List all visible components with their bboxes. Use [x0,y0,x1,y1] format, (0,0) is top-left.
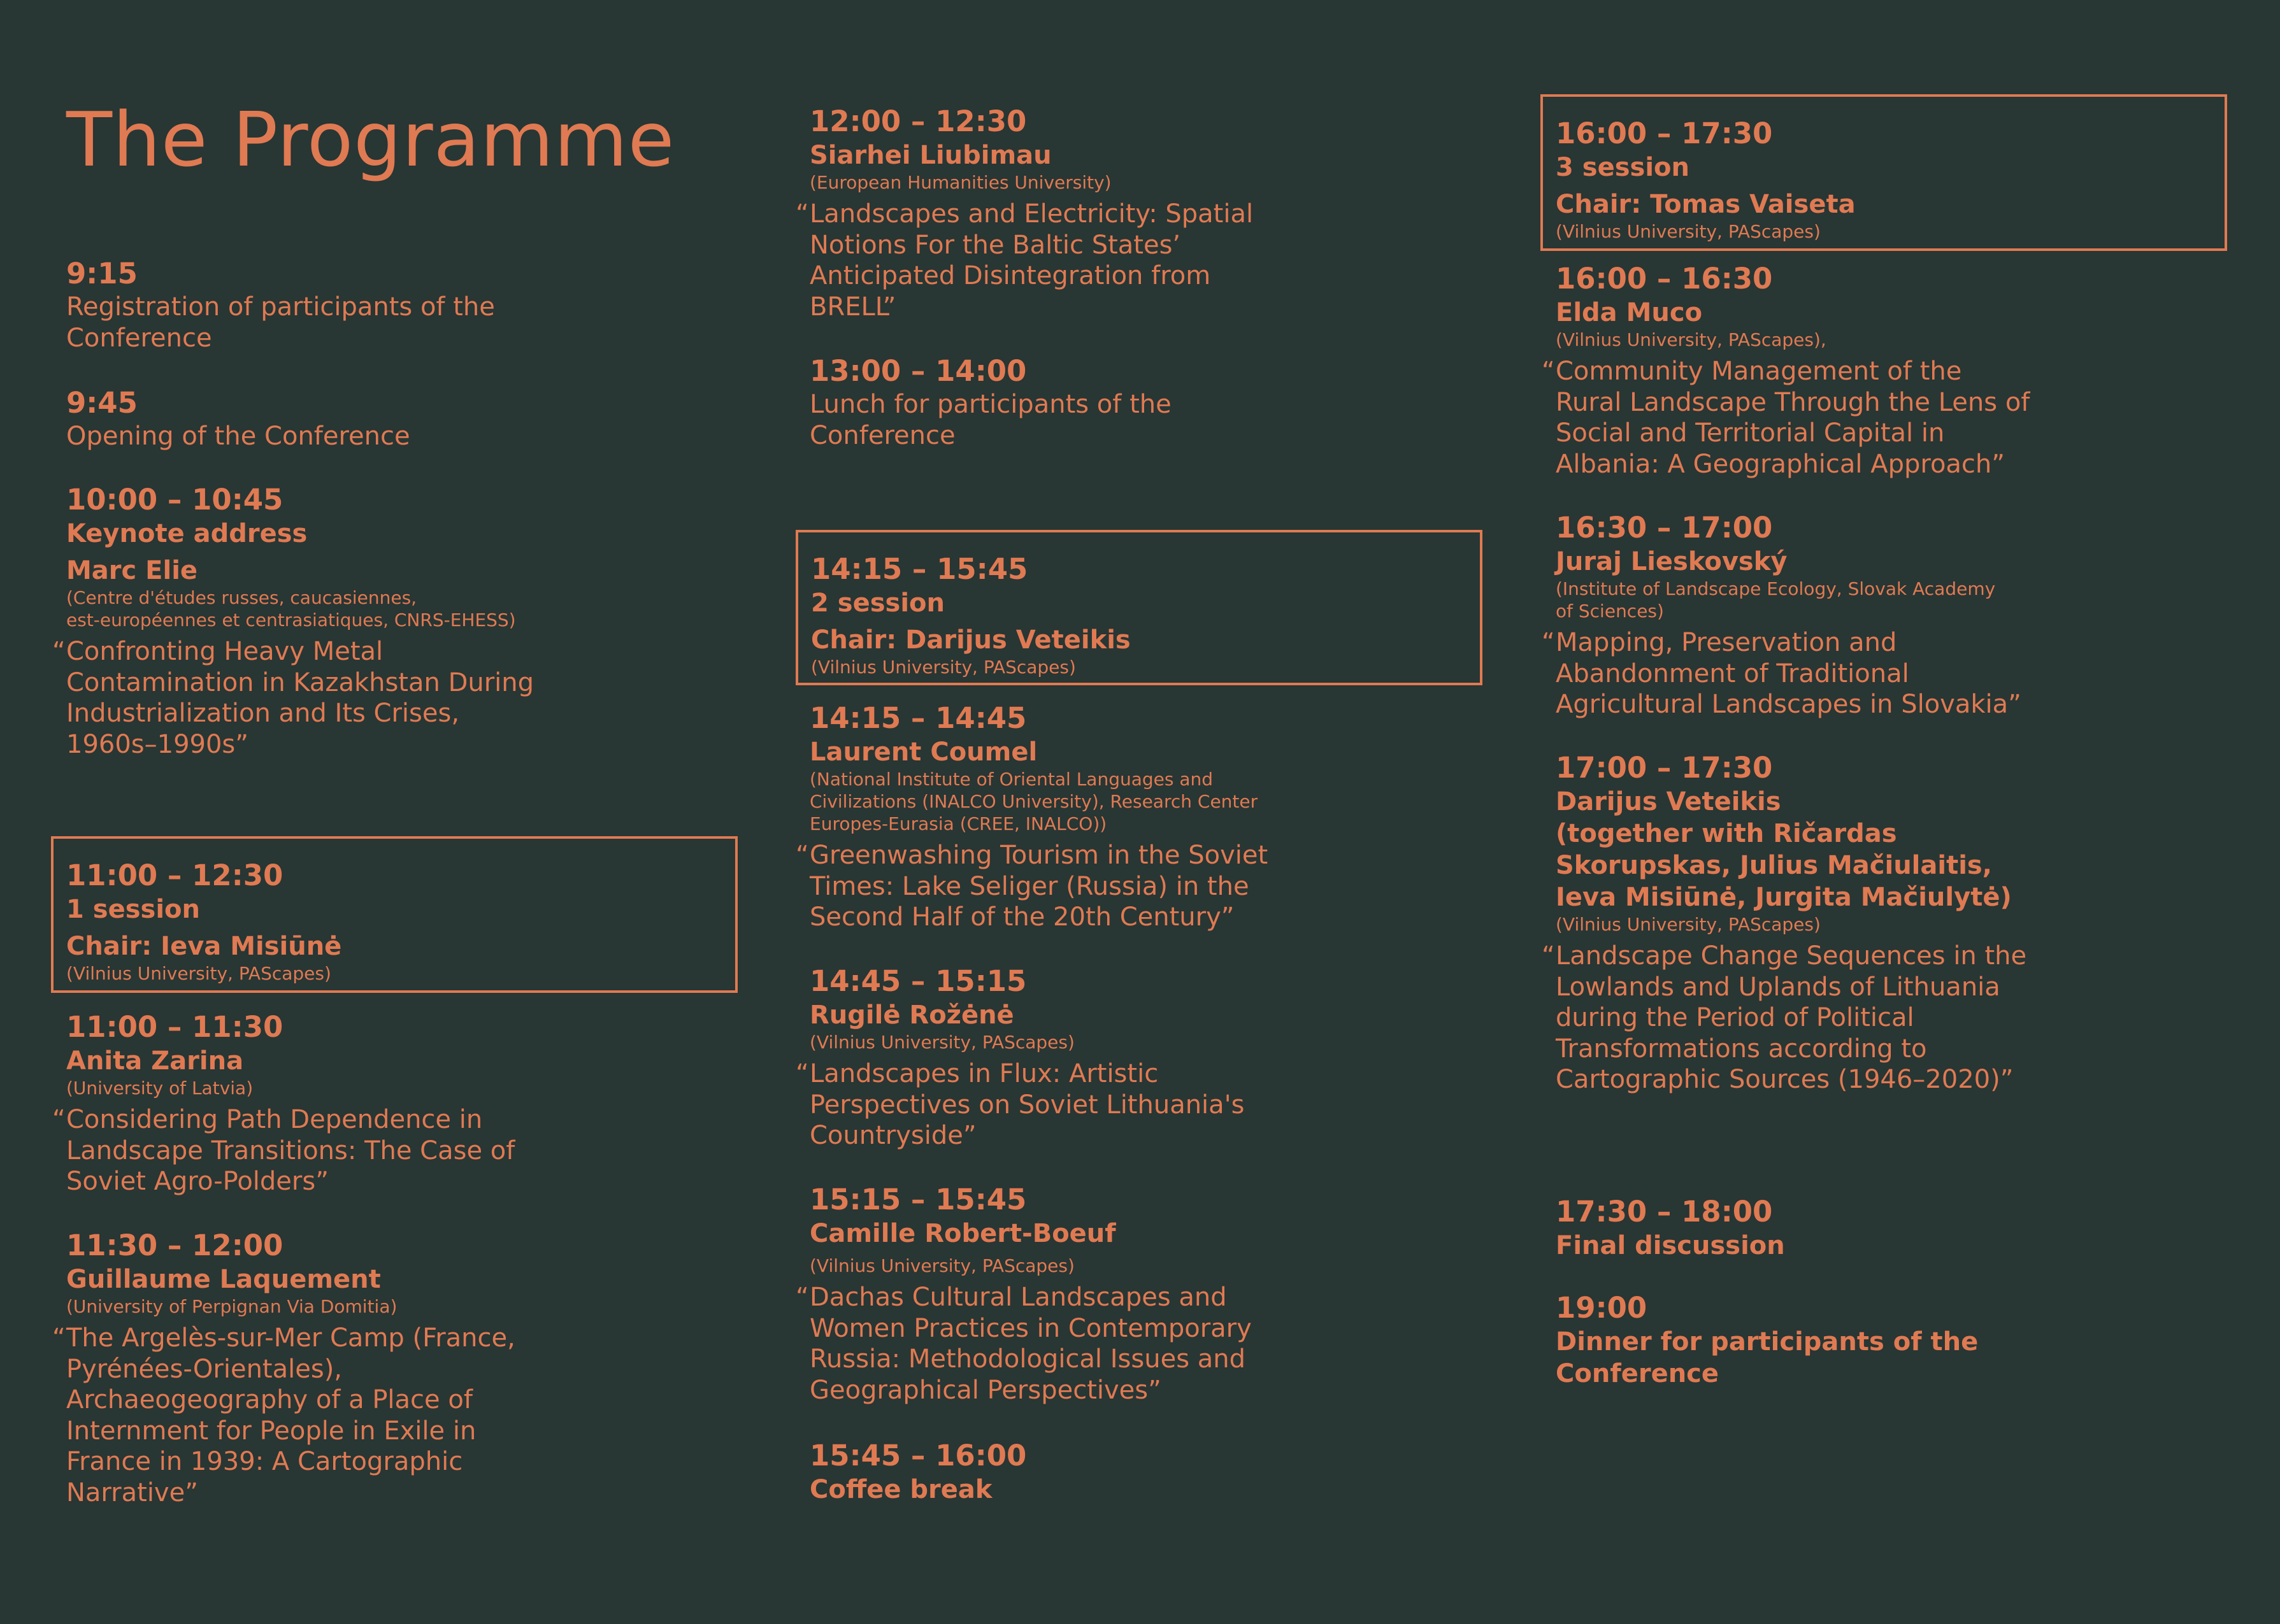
schedule-item-talk [52,1228,703,1508]
session-2-box [796,530,1482,685]
schedule-item-talk [1542,510,2193,720]
item-label: Coffee break [810,1475,993,1504]
speaker-affiliation: (Vilnius University, PAScapes) [810,1255,1075,1276]
schedule-item-talk [796,104,1447,322]
speaker-affiliation: Civilizations (INALCO University), Research Center [810,791,1258,812]
speaker-name: Juraj Lieskovský [1556,547,1788,576]
item-label: Dinner for participants of the [1556,1327,1979,1357]
schedule-item-talk [796,1182,1447,1406]
item-time: 17:00 – 17:30 [1556,751,1773,785]
schedule-item-talk [1542,750,2193,1095]
session-label: 1 session [66,895,200,924]
item-time: 14:45 – 15:15 [810,964,1027,998]
item-time: 13:00 – 14:00 [810,354,1027,388]
speaker-affiliation: (Vilnius University, PAScapes), [1556,329,1826,350]
session-time: 11:00 – 12:30 [66,858,283,892]
talk-title: “ Landscapes and Electricity: Spatial Notions For the Baltic States’ Anticipated Disintegration from BRELL” [796,199,1254,322]
speaker-affiliation: (Centre d'études russes, caucasiennes, [66,587,417,608]
item-description-line: Opening of the Conference [66,422,410,451]
talk-title: “ Greenwashing Tourism in the Soviet Times: Lake Seliger (Russia) in the Second Half of the 20th Century” [796,841,1268,932]
item-time: 19:00 [1556,1291,1647,1325]
schedule-item-talk [1542,261,2193,480]
item-description-line: Lunch for participants of the [810,390,1172,419]
talk-title: “ Confronting Heavy Metal Contamination in Kazakhstan During Industrialization and Its Crises, 1960s–1990s” [52,637,534,759]
speaker-name: Anita Zarina [66,1046,244,1076]
speaker-affiliation: est-européennes et centrasiatiques, CNRS-EHESS) [66,609,516,630]
item-label: Keynote address [66,519,308,548]
schedule-item-keynote [52,482,703,760]
schedule-item-final-discussion [1556,1194,2193,1262]
speaker-name: Camille Robert-Boeuf [810,1219,1116,1248]
speaker-affiliation: (National Institute of Oriental Languages and [810,769,1214,790]
schedule-item-talk [52,1009,703,1197]
item-time: 17:30 – 18:00 [1556,1195,1773,1229]
chair-affiliation: (Vilnius University, PAScapes) [1556,221,1821,242]
page-title: The Programme [66,96,675,183]
session-label: 2 session [811,588,945,618]
speaker-name: Siarhei Liubimau [810,141,1052,170]
session-time: 16:00 – 17:30 [1556,117,1773,150]
talk-title: “ Landscape Change Sequences in the Lowlands and Uplands of Lithuania during the Period of Political Transformations according to Cartographic Sources (1946–2020)” [1542,941,2027,1094]
speaker-name: Darijus Veteikis [1556,787,1781,816]
speaker-affiliation: (University of Latvia) [66,1078,254,1099]
item-time: 10:00 – 10:45 [66,483,283,516]
session-chair: Chair: Darijus Veteikis [811,625,1131,655]
speaker-affiliation: Europes-Eurasia (CREE, INALCO)) [810,813,1107,834]
schedule-item-opening [66,385,703,452]
speaker-coauthors: (together with Ričardas [1556,819,1897,848]
item-description-line: Conference [66,324,212,353]
speaker-coauthors: Skorupskas, Julius Mačiulaitis, [1556,851,1992,880]
session-label: 3 session [1556,153,1689,182]
item-time: 16:00 – 16:30 [1556,262,1773,296]
schedule-item-talk [796,964,1447,1151]
session-3-box [1540,94,2227,251]
item-description-line: Registration of participants of the [66,292,495,322]
schedule-item-dinner [1556,1290,2193,1390]
schedule-item-talk [796,701,1447,933]
speaker-name: Guillaume Laquement [66,1265,381,1294]
schedule-item-coffee-break [810,1438,1447,1506]
item-time: 16:30 – 17:00 [1556,511,1773,545]
speaker-affiliation: (European Humanities University) [810,172,1112,193]
speaker-affiliation: (Institute of Landscape Ecology, Slovak Academy [1556,578,1996,599]
item-time: 12:00 – 12:30 [810,104,1027,138]
talk-title: “ Dachas Cultural Landscapes and Women Practices in Contemporary Russia: Methodological Issues and Geographical Perspectives” [796,1283,1252,1405]
speaker-name: Laurent Coumel [810,737,1038,767]
item-label: Conference [1556,1359,1719,1388]
schedule-item-lunch [810,353,1447,452]
item-time: 9:15 [66,257,138,290]
speaker-affiliation: (Vilnius University, PAScapes) [810,1032,1075,1053]
speaker-name: Rugilė Rožėnė [810,1001,1014,1030]
talk-title: “ Landscapes in Flux: Artistic Perspectives on Soviet Lithuania's Countryside” [796,1059,1245,1150]
schedule-item-registration [66,256,703,354]
speaker-name: Elda Muco [1556,298,1703,327]
item-time: 15:45 – 16:00 [810,1439,1027,1472]
talk-title: “ Considering Path Dependence in Landscape Transitions: The Case of Soviet Agro-Polders” [52,1105,515,1196]
item-time: 15:15 – 15:45 [810,1183,1027,1216]
item-description-line: Conference [810,421,956,450]
talk-title: “ Mapping, Preservation and Abandonment of Traditional Agricultural Landscapes in Slovakia” [1542,628,2021,719]
speaker-affiliation: (Vilnius University, PAScapes) [1556,914,1821,935]
item-time: 11:00 – 11:30 [66,1010,283,1044]
item-time: 9:45 [66,386,138,420]
speaker-affiliation: of Sciences) [1556,601,1664,622]
session-1-box [51,836,738,993]
session-chair: Chair: Ieva Misiūnė [66,932,342,961]
speaker-affiliation: (University of Perpignan Via Domitia) [66,1296,398,1317]
session-chair: Chair: Tomas Vaiseta [1556,190,1856,219]
item-time: 14:15 – 14:45 [810,701,1027,735]
chair-affiliation: (Vilnius University, PAScapes) [66,963,331,984]
speaker-coauthors: Ieva Misiūnė, Jurgita Mačiulytė) [1556,883,2012,912]
item-label: Final discussion [1556,1231,1785,1260]
item-time: 11:30 – 12:00 [66,1229,283,1262]
talk-title: “ Community Management of the Rural Landscape Through the Lens of Social and Territorial Capital in Albania: A Geographical Approach” [1542,357,2030,479]
speaker-name: Marc Elie [66,556,198,585]
session-time: 14:15 – 15:45 [811,552,1028,586]
chair-affiliation: (Vilnius University, PAScapes) [811,657,1076,678]
talk-title: “ The Argelès-sur-Mer Camp (France, Pyrénées-Orientales), Archaeogeography of a Place of Internment for People in Exile in France in 1939: A Cartographic Narrative” [52,1323,515,1507]
